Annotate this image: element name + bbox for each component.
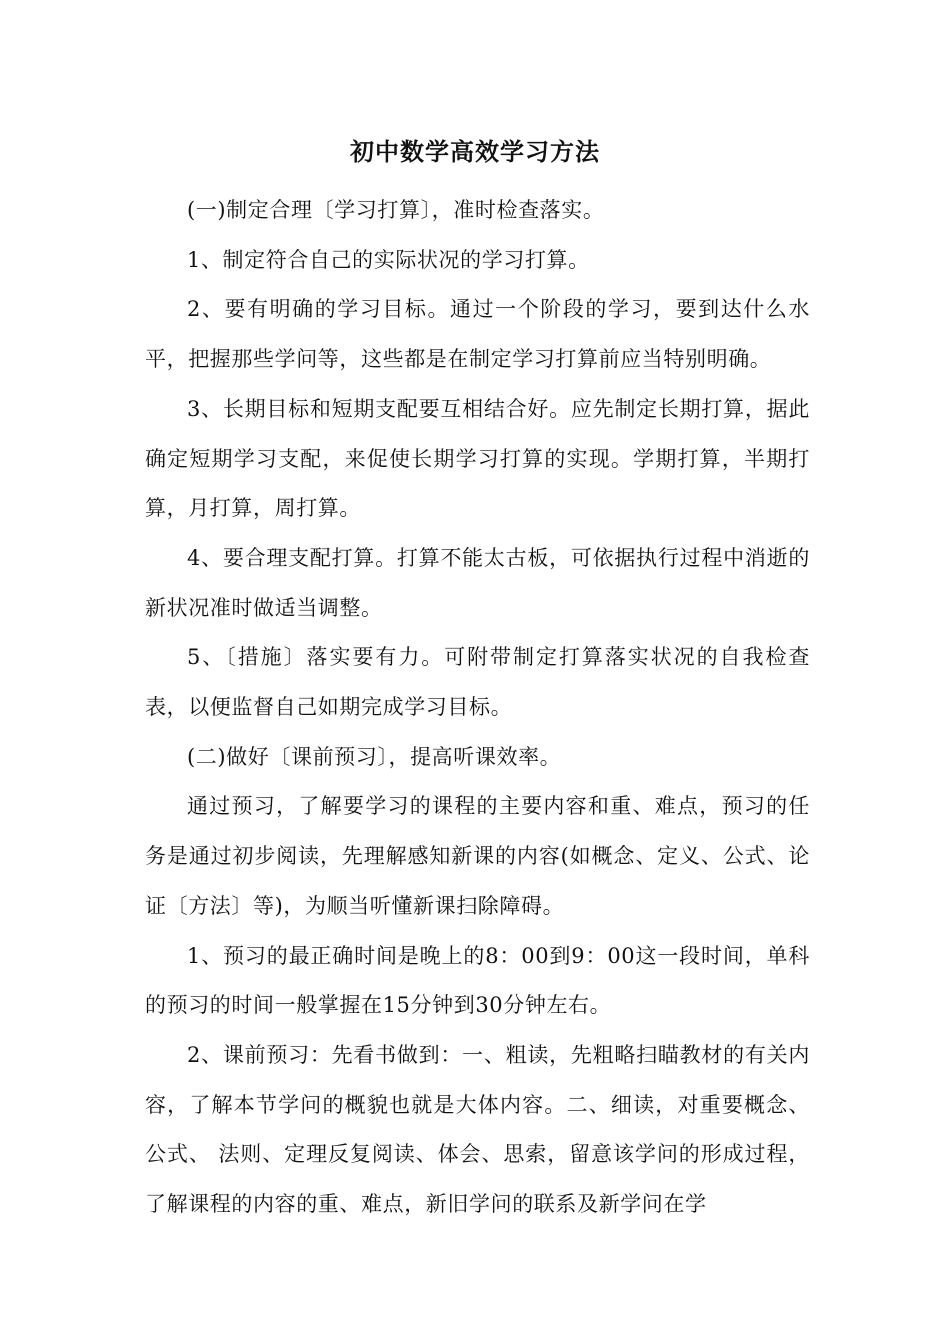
paragraph: 1、预习的最正确时间是晚上的8：00到9：00这一段时间，单科的预习的时间一般掌握在15分钟到30分钟左右。: [145, 943, 810, 1018]
paragraph: 3、长期目标和短期支配要互相结合好。应先制定长期打算，据此确定短期学习支配，来促使长期学习打算的实现。学期打算，半期打算，月打算，周打算。: [145, 396, 810, 521]
paragraph: 1、制定符合自己的实际状况的学习打算。: [187, 247, 590, 272]
section-heading-plan: (一)制定合理〔学习打算〕，准时检查落实。: [187, 198, 605, 222]
paragraph: 通过预习，了解要学习的课程的主要内容和重、难点，预习的任务是通过初步阅读，先理解感知新课的内容(如概念、定义、公式、论证〔方法〕等)，为顺当听懂新课扫除障碍。: [145, 794, 810, 918]
paragraph: 2、要有明确的学习目标。通过一个阶段的学习，要到达什么水平，把握那些学问等，这些都是在制定学习打算前应当特别明确。: [145, 297, 810, 372]
document-title: 初中数学高效学习方法: [350, 137, 600, 166]
paragraph: 5、〔措施〕落实要有力。可附带制定打算落实状况的自我检查表，以便监督自己如期完成学习目标。: [145, 645, 810, 720]
paragraph: 2、课前预习：先看书做到：一、粗读，先粗略扫瞄教材的有关内容，了解本节学问的概貌也就是大体内容。二、细读，对重要概念、公式、 法则、定理反复阅读、体会、思索，留意该学问的形成过程，了解课程的内容的重、难点，新旧学问的联系及新学问在学: [145, 1042, 810, 1217]
document-body: [145, 186, 810, 1230]
section-heading-preview: (二)做好〔课前预习〕，提高听课效率。: [187, 744, 562, 769]
paragraph: 4、要合理支配打算。打算不能太古板，可依据执行过程中消逝的新状况准时做适当调整。: [145, 545, 810, 620]
